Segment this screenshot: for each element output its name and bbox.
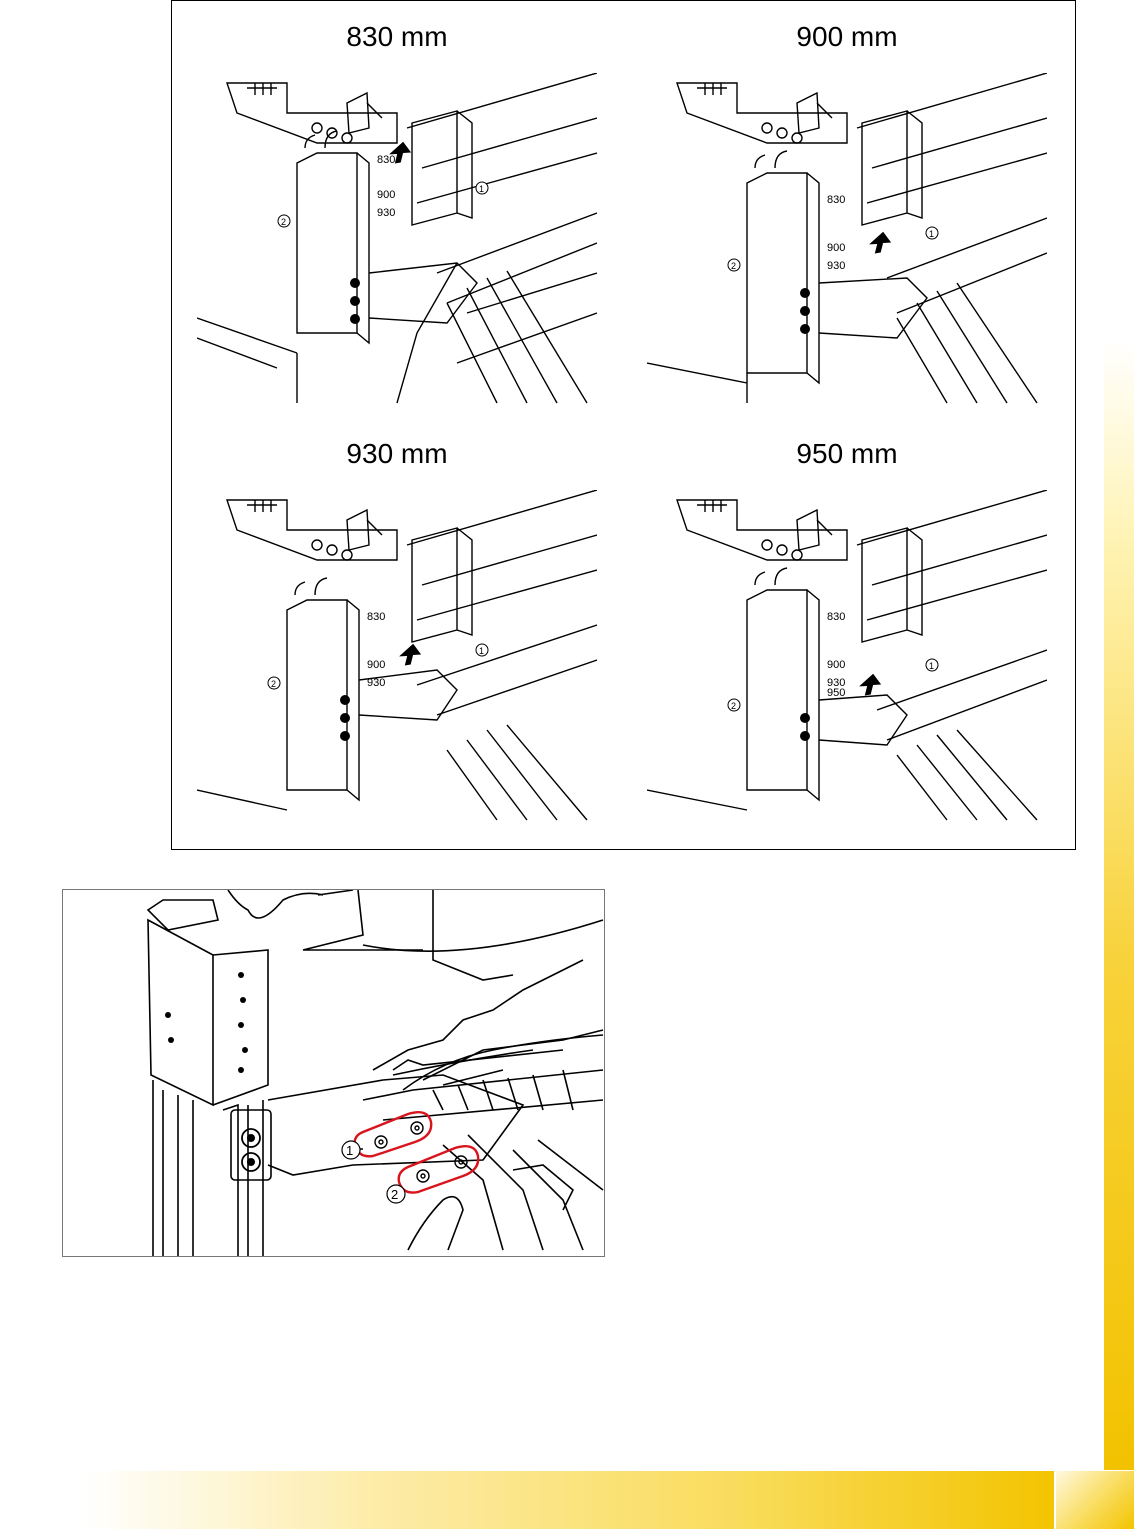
callout-1: 1: [929, 661, 935, 671]
highlight-hole-pair-2: [399, 1146, 479, 1192]
scale-label: 900: [377, 189, 396, 201]
panel-930: [197, 438, 597, 848]
height-settings-figure: [171, 0, 1076, 850]
mechanism-drawing: [197, 490, 597, 825]
scale-label: 930: [377, 207, 396, 219]
bracket-detail-drawing: [63, 890, 605, 1257]
scale-label: 950: [827, 687, 846, 699]
callout-2: 2: [731, 701, 737, 711]
mechanism-drawing: [647, 73, 1047, 408]
callout-1: 1: [929, 229, 935, 239]
panel-title: 930 mm: [346, 438, 448, 469]
scale-label: 900: [827, 659, 846, 671]
scale-label: 930: [827, 677, 846, 689]
svg-text:1: 1: [346, 1143, 354, 1158]
callout-1: 1: [479, 184, 485, 194]
panel-830: [197, 21, 597, 431]
scale-label: 900: [827, 242, 846, 254]
callout-1: 1: [479, 646, 485, 656]
callout-2: 2: [271, 679, 277, 689]
panel-title: 950 mm: [796, 438, 898, 469]
panel-950: [647, 438, 1047, 848]
scale-label: 830: [367, 611, 386, 623]
decorative-corner-tab: [1056, 1471, 1134, 1529]
detail-callout-1: [342, 1141, 360, 1159]
arrow-icon: [397, 643, 422, 667]
scale-label: 930: [827, 260, 846, 272]
panel-900: [647, 21, 1047, 431]
decorative-side-band: [1104, 340, 1134, 1470]
scale-label: 830: [827, 611, 846, 623]
mechanism-drawing: [647, 490, 1047, 825]
callout-2: 2: [731, 261, 737, 271]
panel-title: 830 mm: [346, 21, 448, 52]
scale-label: 930: [367, 677, 386, 689]
callout-2: 2: [281, 217, 287, 227]
detail-callout-2: [387, 1185, 405, 1203]
mechanism-drawing: [197, 73, 597, 408]
arrow-icon: [867, 231, 892, 255]
scale-label: 830: [377, 154, 396, 166]
decorative-bottom-band: [0, 1471, 1054, 1529]
highlight-hole-pair-1: [355, 1112, 432, 1156]
svg-text:2: 2: [391, 1187, 399, 1202]
bracket-detail-figure: [62, 889, 605, 1257]
arrow-icon: [857, 673, 882, 697]
scale-label: 830: [827, 194, 846, 206]
scale-label: 900: [367, 659, 386, 671]
panel-title: 900 mm: [796, 21, 898, 52]
